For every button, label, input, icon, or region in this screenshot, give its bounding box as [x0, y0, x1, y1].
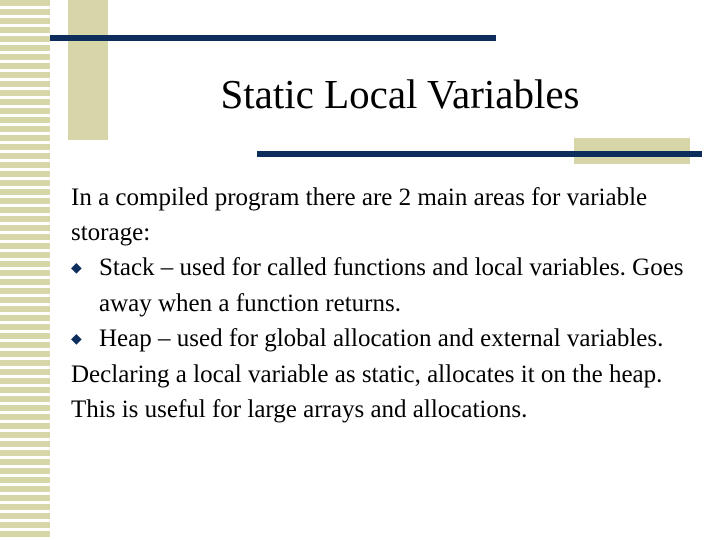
diamond-bullet-icon: ◆ — [71, 261, 82, 276]
bullet-text: Heap – used for global allocation and external variables. — [99, 325, 664, 352]
decorative-stripes — [0, 0, 50, 540]
bullet-text: Stack – used for called functions and local variables. Goes away when a function returns. — [99, 254, 684, 317]
title-top-rule — [50, 35, 496, 41]
diamond-bullet-icon: ◆ — [71, 332, 82, 347]
slide-body — [71, 180, 701, 427]
intro-text: In a compiled program there are 2 main areas for variable storage: — [71, 184, 648, 246]
bullet-item-stack — [71, 250, 701, 321]
bullet-item-heap — [71, 321, 701, 357]
slide-title: Static Local Variables — [220, 71, 580, 117]
closing-text: Declaring a local variable as static, allocates it on the heap. This is useful for large arrays and allocations. — [71, 361, 663, 423]
title-bottom-rule — [257, 151, 702, 157]
decorative-accent-box — [68, 0, 108, 140]
